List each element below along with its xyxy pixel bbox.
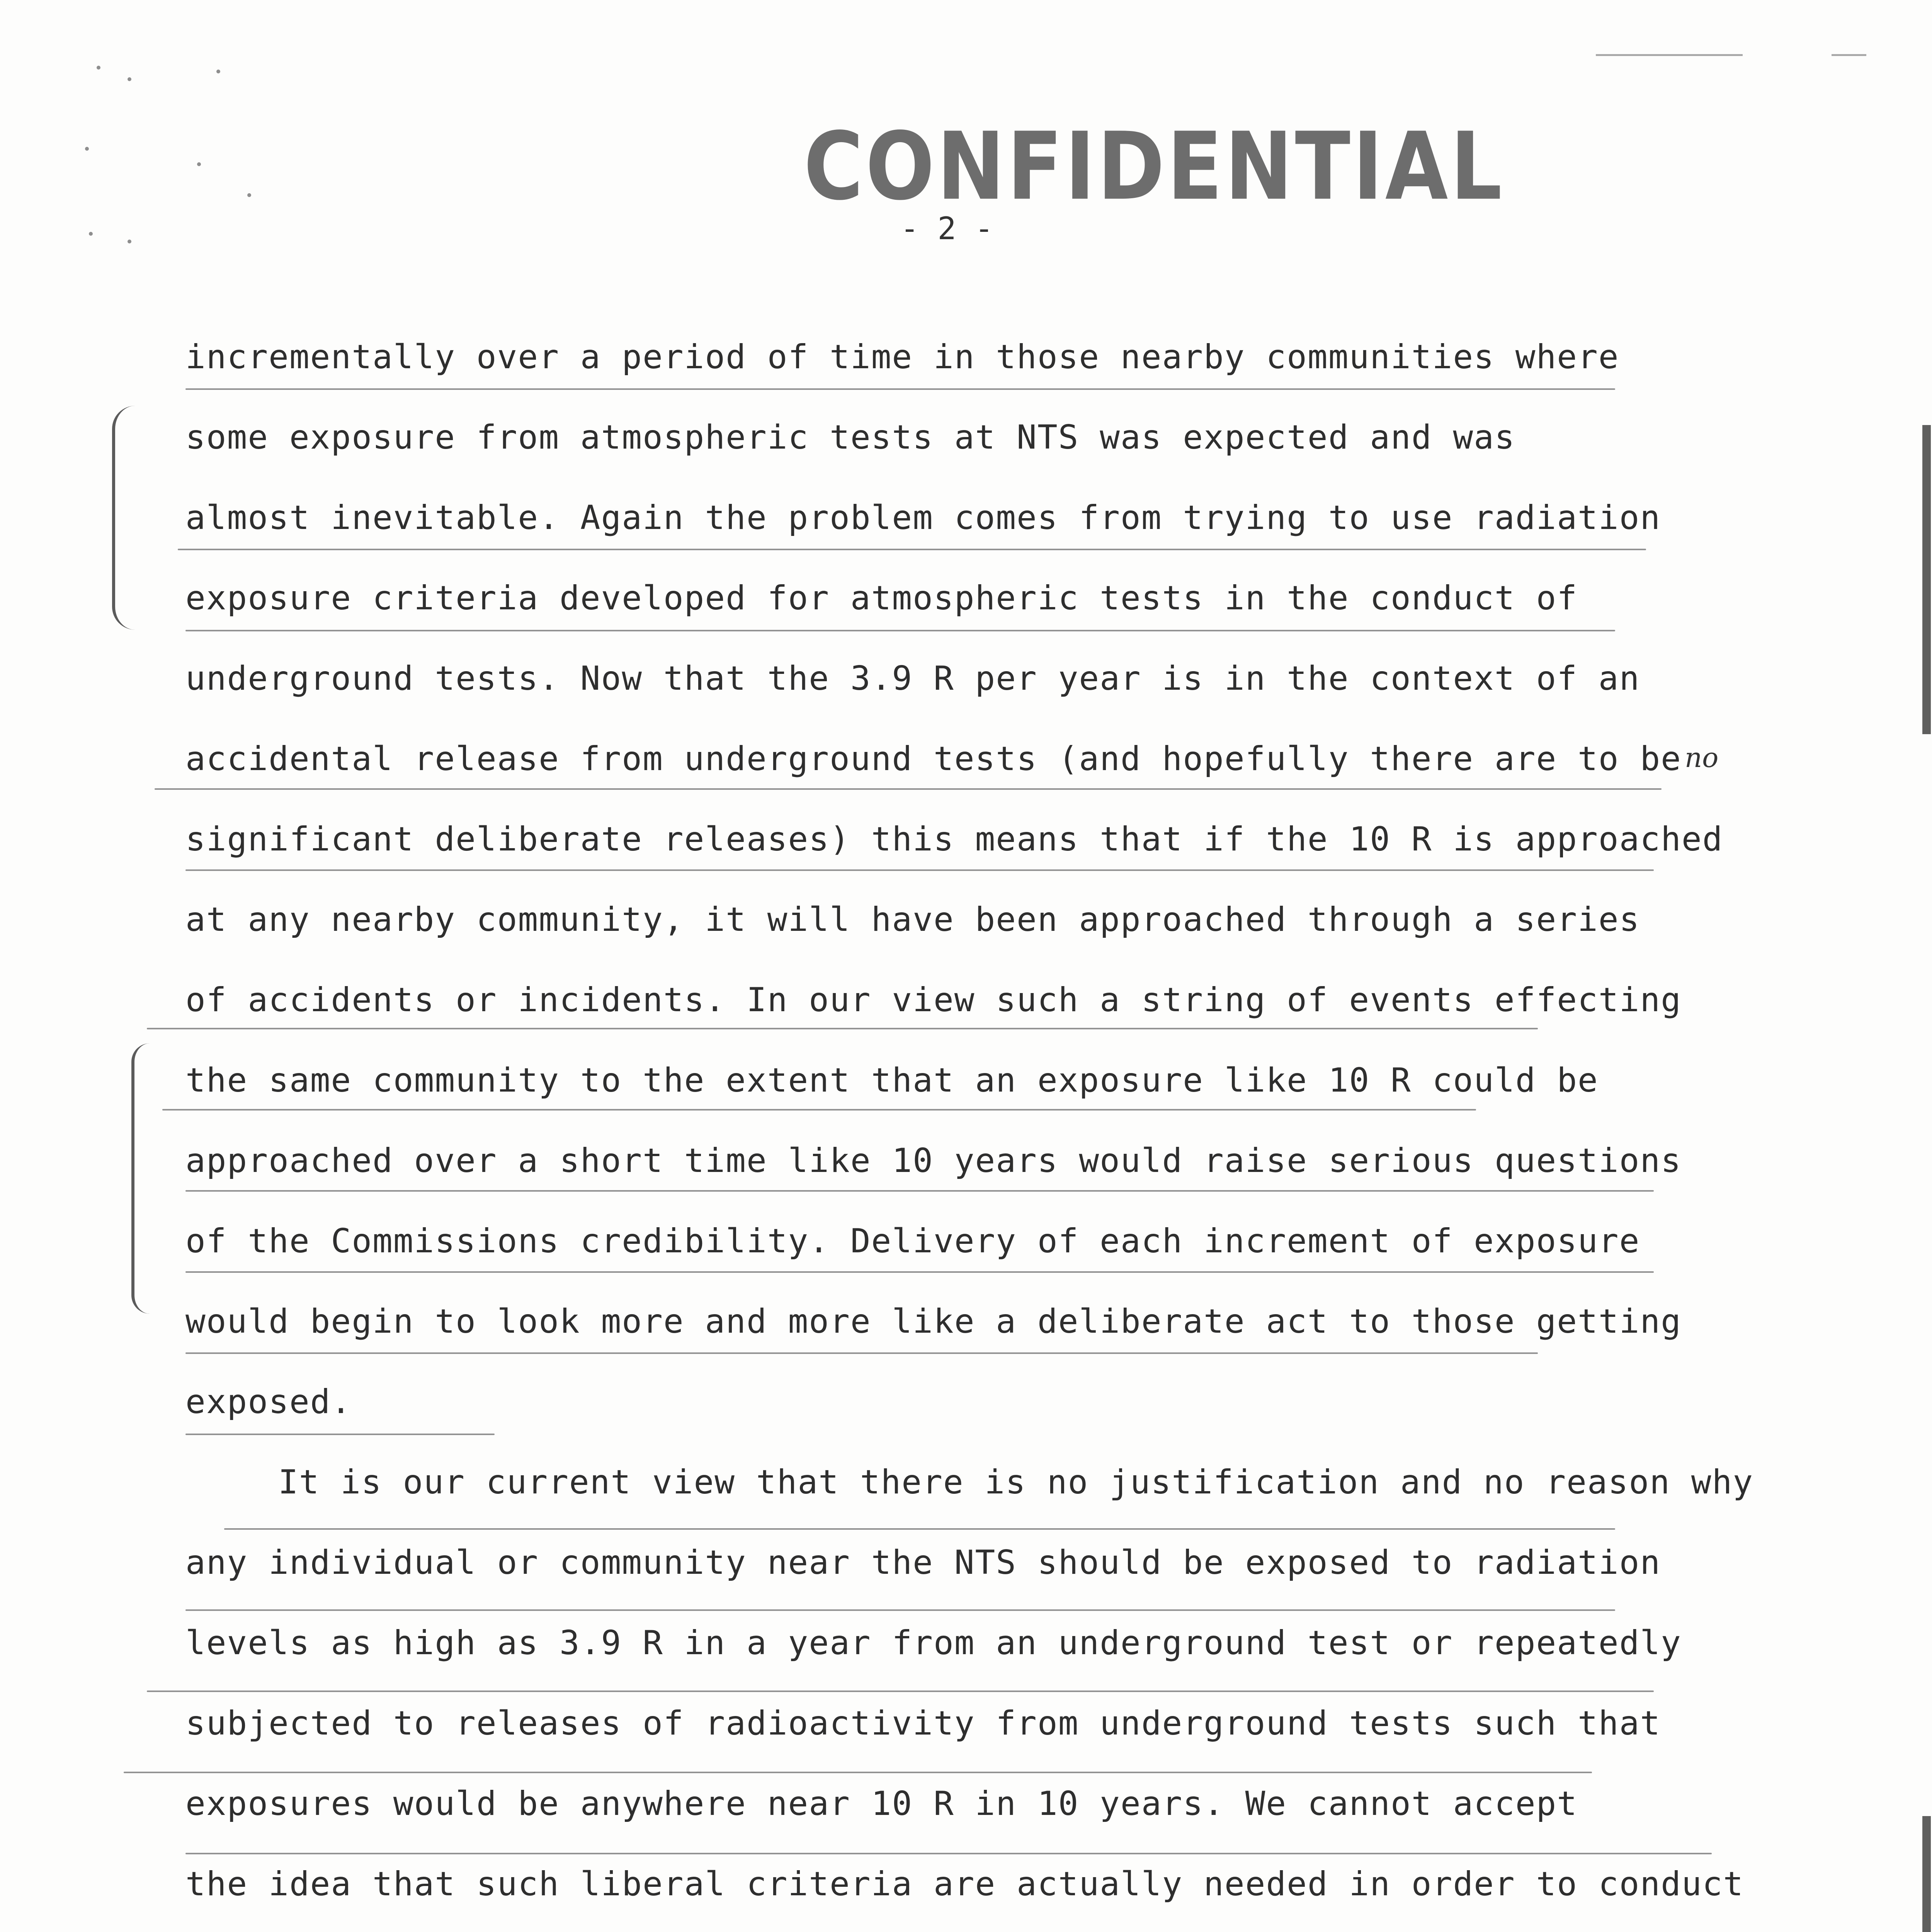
handwritten-underline	[185, 1853, 1712, 1854]
text-line: exposures would be anywhere near 10 R in 10 years. We cannot accept	[185, 1784, 1578, 1823]
handwritten-underline	[185, 1434, 495, 1435]
handwritten-underline	[224, 1528, 1615, 1530]
text-line: the same community to the extent that an exposure like 10 R could be	[185, 1061, 1599, 1100]
scan-speck	[197, 162, 201, 166]
text-line: at any nearby community, it will have been approached through a series	[185, 900, 1640, 939]
text-line: some exposure from atmospheric tests at NTS was expected and was	[185, 418, 1515, 457]
text-line: significant deliberate releases) this means that if the 10 R is approached	[185, 820, 1723, 859]
scan-dash	[1596, 54, 1743, 56]
text-line: accidental release from underground tests (and hopefully there are to be	[185, 740, 1682, 778]
scan-edge-bar	[1922, 425, 1931, 734]
margin-bracket	[112, 406, 138, 630]
text-line: would begin to look more and more like a deliberate act to those getting	[185, 1302, 1682, 1341]
text-line: of accidents or incidents. In our view such a string of events effecting	[185, 981, 1682, 1019]
text-line: subjected to releases of radioactivity from underground tests such that	[185, 1704, 1661, 1743]
page-number: - 2 -	[900, 211, 993, 247]
margin-annotation: no	[1685, 742, 1719, 774]
handwritten-underline	[155, 788, 1662, 790]
scan-speck	[89, 232, 93, 236]
text-line: approached over a short time like 10 years would raise serious questions	[185, 1141, 1682, 1180]
paragraph-1	[185, 317, 1750, 1442]
handwritten-underline	[124, 1772, 1592, 1773]
scan-speck	[97, 66, 100, 70]
text-line: It is our current view that there is no justification and no reason why	[278, 1463, 1754, 1502]
scan-speck	[216, 70, 220, 73]
text-line: incrementally over a period of time in those nearby communities where	[185, 338, 1619, 376]
text-line: any individual or community near the NTS should be exposed to radiation	[185, 1543, 1661, 1582]
body-text	[185, 317, 1754, 1932]
paragraph-2	[185, 1442, 1754, 1932]
handwritten-underline	[185, 1271, 1654, 1273]
scan-edge-bar	[1922, 1816, 1931, 1932]
scan-speck	[128, 77, 131, 81]
text-line	[185, 1924, 1750, 1932]
text-line: exposure criteria developed for atmospheric tests in the conduct of	[185, 579, 1578, 617]
handwritten-underline	[185, 388, 1615, 390]
scan-speck	[85, 147, 89, 151]
handwritten-underline	[185, 1352, 1538, 1354]
handwritten-underline	[185, 1190, 1654, 1192]
text-line: levels as high as 3.9 R in a year from an underground test or repeatedly	[185, 1624, 1682, 1662]
handwritten-underline	[162, 1109, 1476, 1111]
text-line: almost inevitable. Again the problem comes from trying to use radiation	[185, 498, 1661, 537]
text-line: exposed.	[185, 1383, 352, 1421]
text-line: the idea that such liberal criteria are actually needed in order to conduct	[185, 1865, 1744, 1903]
handwritten-underline	[178, 549, 1646, 550]
scan-dash	[1832, 54, 1866, 56]
handwritten-underline	[185, 630, 1615, 631]
handwritten-underline	[147, 1028, 1538, 1029]
text-line: underground tests. Now that the 3.9 R per year is in the context of an	[185, 659, 1640, 698]
handwritten-underline	[185, 1609, 1615, 1611]
scan-speck	[128, 240, 131, 243]
handwritten-underline	[147, 1690, 1654, 1692]
text-line: of the Commissions credibility. Delivery of each increment of exposure	[185, 1222, 1640, 1260]
margin-bracket	[131, 1043, 150, 1314]
scan-speck	[247, 193, 251, 197]
handwritten-underline	[185, 869, 1654, 871]
confidential-stamp: CONFIDENTIAL	[804, 112, 1505, 221]
